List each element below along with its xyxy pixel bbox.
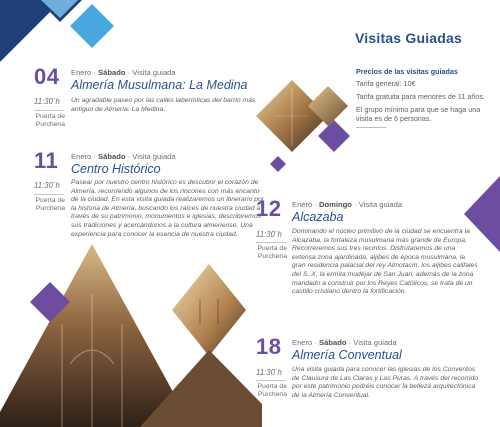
event-month: Enero [292, 338, 313, 347]
prices-divider [356, 127, 386, 128]
lightblue-diamond-shape [70, 4, 114, 48]
separator-dot: · [93, 152, 96, 161]
prices-title: Precios de las visitas guiadas [356, 67, 458, 76]
event-type: Visita guiada [358, 200, 403, 209]
event-12 [256, 196, 476, 316]
event-month: Enero [71, 152, 92, 161]
event-month: Enero [292, 200, 313, 209]
event-meta [71, 152, 176, 161]
event-place: Puerta de Purchena [35, 197, 65, 212]
event-weekday: Sábado [98, 152, 126, 161]
time-divider [34, 194, 64, 195]
event-type: Visita guiada [132, 152, 176, 161]
event-description: Pasear por nuestro centro histórico es descubrir el corazón de Almería, recorriendo algunos de los rincones con más encanto de la ciudad. En esta visita guiada realizaremos un itinerario por la historia de Almería, buscando los raíces de nuestra ciudad a través de su patrimonio, monumentos e iglesias, describiremos sus tradiciones y acercándonos a la cultura almeriense. Una experiencia para conocer la esencia de nuestra ciudad. [71, 179, 265, 238]
event-title: Almería Musulmana: La Medina [71, 78, 248, 92]
event-time: 11:30´h [34, 181, 60, 190]
separator-dot: · [348, 338, 352, 347]
event-meta [292, 338, 397, 347]
event-meta [292, 200, 402, 209]
event-type: Visita guiada [132, 68, 176, 77]
event-title: Centro Histórico [71, 162, 161, 176]
event-day: 04 [34, 64, 60, 89]
event-04 [34, 64, 264, 136]
event-time: 11:30´h [34, 97, 60, 106]
page-title: Visitas Guiadas [355, 30, 463, 46]
photo-tower [172, 264, 246, 356]
event-weekday: Sábado [319, 338, 347, 347]
purple-diamond-shape [318, 120, 350, 152]
photo-collage-top [256, 78, 351, 174]
event-place: Puerta de Purchena [257, 245, 287, 260]
separator-dot: · [314, 338, 317, 347]
prices-box [356, 67, 486, 128]
event-title: Almería Conventual [292, 348, 402, 362]
time-divider [256, 380, 286, 381]
navy-diamond-small-shape [270, 156, 286, 172]
event-weekday: Sábado [98, 68, 126, 77]
separator-dot: · [127, 68, 131, 77]
event-meta [71, 68, 176, 77]
photo-collage-bottom [0, 244, 262, 427]
separator-dot: · [127, 152, 131, 161]
event-day: 11 [34, 148, 59, 173]
price-minimum: El grupo mínimo para que se haga una visita es de 6 personas. [356, 105, 481, 123]
event-month: Enero [71, 68, 92, 77]
separator-dot: · [354, 200, 357, 209]
separator-dot: · [314, 200, 317, 209]
event-time: 11:30´h [256, 368, 282, 377]
event-type: Visita guiada [353, 338, 397, 347]
event-day: 18 [256, 334, 282, 359]
event-weekday: Domingo [319, 200, 352, 209]
event-description: Un agradable paseo por las calles laberínticas del barrio más antiguo de Almería: La Medina. [71, 97, 256, 113]
price-general: Tarifa general: 10€ [356, 79, 416, 88]
time-divider [256, 242, 286, 243]
event-day: 12 [256, 196, 282, 221]
event-description: Una visita guiada para conocer las iglesias de los Conventos de Clausura de Las Claras y Las Puras. A través del recorrido por este patrimonio podréis conocer la belleza arquitectónica de la Almería Conventual. [292, 366, 479, 399]
separator-dot: · [93, 68, 96, 77]
event-place: Puerta de Purchena [257, 383, 287, 398]
event-title: Alcazaba [292, 210, 344, 224]
event-time: 11:30´h [256, 230, 282, 239]
event-18 [256, 334, 480, 426]
time-divider [34, 110, 64, 111]
event-place: Puerta de Purchena [35, 113, 65, 128]
price-free: Tarifa gratuita para menores de 11 años. [356, 92, 485, 101]
event-description: Dominando el núcleo primitivo de la ciudad se encuentra la Alcazaba, la fortaleza musulmana más grande de Europa. Recorreremos sus tres recintos. Disfrutaremos de una extensa zona ajardinada, aljibes de época musulmana, la gran residencia palacial del rey Almotacín, los aljibes califales del S. X, la ermita mudéjar de San Juan, además de la zona mandado a construir por los Reyes Católicos, se trata de un castillo cristiano dentro la fortificación. [292, 228, 478, 296]
